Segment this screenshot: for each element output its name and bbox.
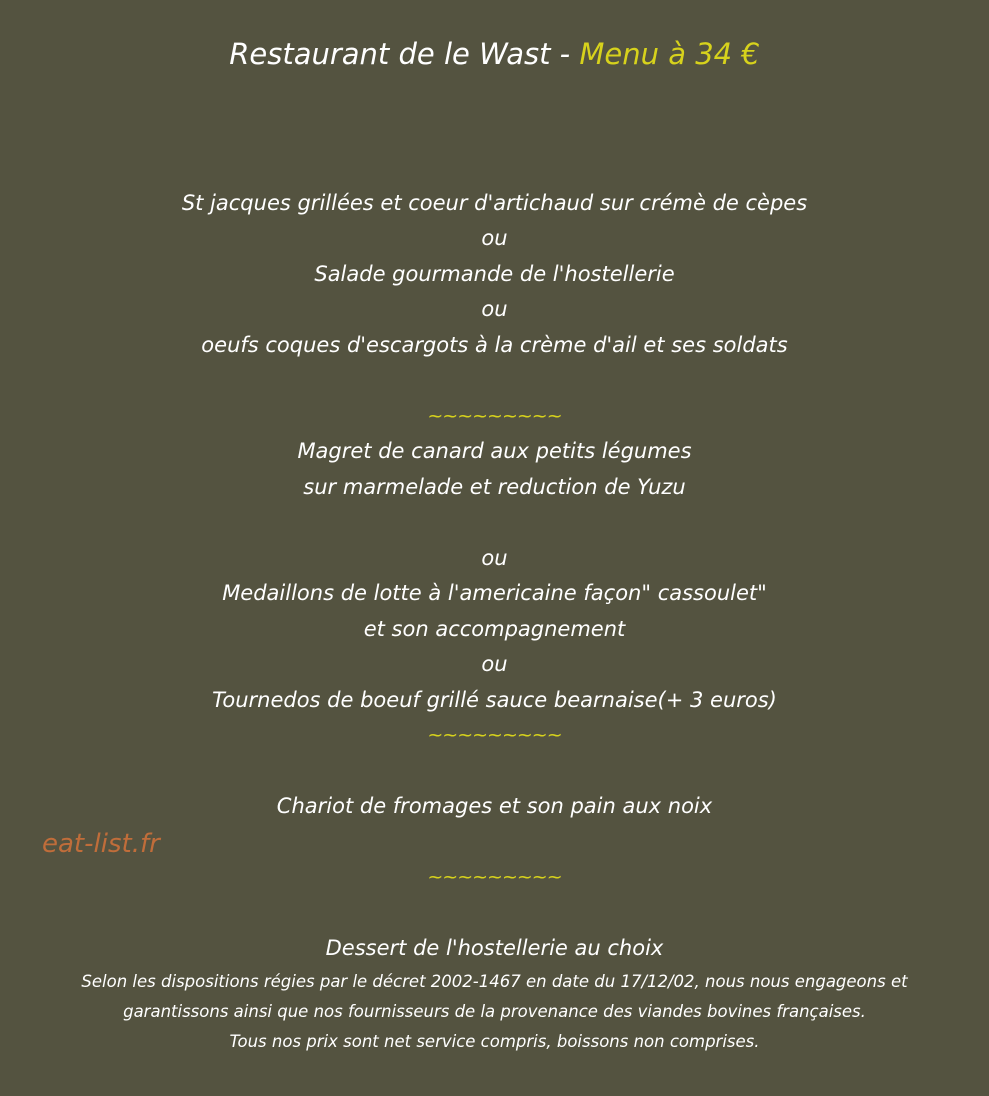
- course-divider: ~~~~~~~~~: [427, 724, 562, 746]
- cheese-course: Chariot de fromages et son pain aux noix: [276, 794, 713, 818]
- menu-line-blank: [0, 754, 989, 790]
- legal-line-1: Selon les dispositions régies par le décret 2002-1467 en date du 17/12/02, nous nous engageons et: [81, 972, 908, 991]
- menu-line-blank: [0, 150, 989, 186]
- or-separator: ou: [481, 652, 508, 676]
- or-separator: ou: [481, 545, 508, 570]
- course-divider: ~~~~~~~~~: [427, 866, 562, 888]
- starter-1: St jacques grillées et coeur d'artichaud sur crémè de cèpes: [181, 190, 808, 215]
- menu-line-blank: [0, 896, 989, 932]
- main-3: Tournedos de boeuf grillé sauce bearnaise(+ 3 euros): [212, 687, 777, 712]
- legal-line-3: Tous nos prix sont net service compris, boissons non comprises.: [229, 1032, 760, 1051]
- menu-line-blank: [0, 363, 989, 399]
- watermark-eat-list: eat-list.fr: [42, 829, 160, 859]
- restaurant-name: Restaurant de le Wast -: [229, 37, 580, 71]
- main-2-line-2: et son accompagnement: [363, 616, 626, 641]
- menu-line-blank: [0, 505, 989, 541]
- main-1-line-1: Magret de canard aux petits légumes: [297, 439, 692, 463]
- legal-notice: [0, 967, 989, 1057]
- legal-line-2: garantissons ainsi que nos fournisseurs de la provenance des viandes bovines françaises.: [123, 1002, 866, 1021]
- menu-price: Menu à 34 €: [579, 37, 760, 71]
- dessert-course: Dessert de l'hostellerie au choix: [325, 936, 664, 960]
- main-2-line-1: Medaillons de lotte à l'americaine façon" cassoulet": [222, 581, 767, 605]
- starter-2: Salade gourmande de l'hostellerie: [314, 261, 675, 286]
- course-divider: ~~~~~~~~~: [427, 404, 562, 427]
- main-1-line-2: sur marmelade et reduction de Yuzu: [303, 474, 686, 499]
- menu-title: [0, 34, 989, 74]
- or-separator: ou: [481, 297, 508, 321]
- or-separator: ou: [481, 226, 508, 250]
- starter-3: oeufs coques d'escargots à la crème d'ail et ses soldats: [201, 332, 788, 357]
